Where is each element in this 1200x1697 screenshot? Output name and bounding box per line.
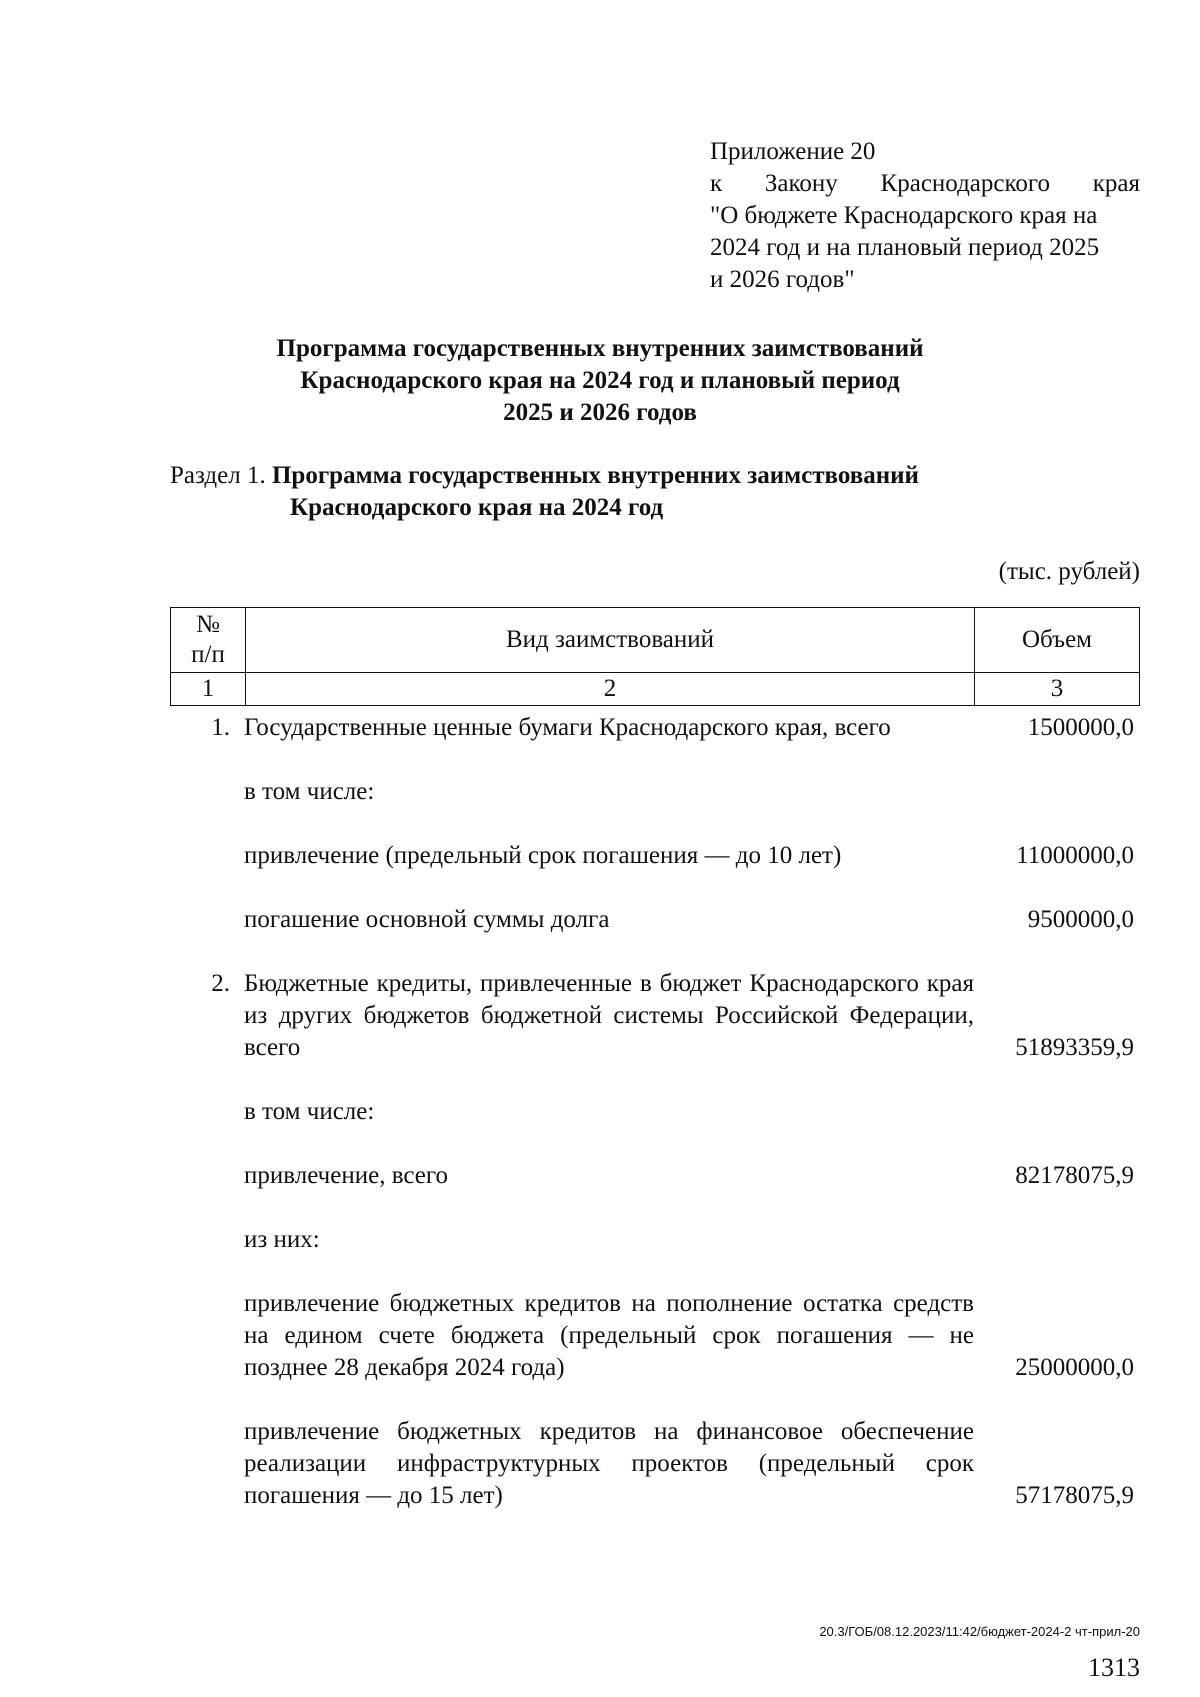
column-number: 2 xyxy=(246,673,975,706)
column-number: 3 xyxy=(975,673,1140,706)
column-number: 1 xyxy=(171,673,246,706)
appendix-line: Приложение 20 xyxy=(710,138,876,165)
document-code: 20.3/ГОБ/08.12.2023/11:42/бюджет-2024-2 чт-прил-20 xyxy=(819,1624,1140,1639)
table-row xyxy=(170,904,1142,936)
appendix-line: 2024 год и на плановый период 2025 xyxy=(710,234,1100,261)
row-text: погашение основной суммы долга xyxy=(244,906,610,933)
row-text: привлечение бюджетных кредитов на пополнение остатка средств на едином счете бюджета (предельный срок погашения — не позднее 28 декабря 2024 года) xyxy=(244,1290,974,1381)
row-number: 1. xyxy=(211,714,230,741)
header-number-bottom: п/п xyxy=(191,641,225,668)
row-value: 11000000,0 xyxy=(1016,842,1134,869)
appendix-note xyxy=(710,136,1140,296)
section-heading xyxy=(170,460,1070,524)
row-value: 9500000,0 xyxy=(1027,906,1134,933)
section-prefix: Раздел 1. xyxy=(170,462,266,489)
appendix-line: "О бюджете Краснодарского края на xyxy=(710,202,1098,229)
header-volume: Объем xyxy=(975,608,1140,673)
table-row xyxy=(170,1288,1142,1384)
row-text: в том числе: xyxy=(244,1098,375,1125)
table-row xyxy=(170,712,1142,744)
row-text: из них: xyxy=(244,1226,320,1253)
row-text: в том числе: xyxy=(244,778,375,805)
row-value: 25000000,0 xyxy=(1015,1354,1134,1381)
section-title-line: Программа государственных внутренних заимствований xyxy=(271,462,919,489)
row-text: привлечение бюджетных кредитов на финансовое обеспечение реализации инфраструктурных проектов (предельный срок погашения — до 15 лет) xyxy=(244,1418,974,1509)
title-line: Краснодарского края на 2024 год и плановый период xyxy=(300,367,900,394)
row-value: 51893359,9 xyxy=(1015,1034,1134,1061)
row-value: 1500000,0 xyxy=(1027,714,1134,741)
table-row xyxy=(170,968,1142,1064)
header-number xyxy=(171,608,246,673)
appendix-line: к Закону Краснодарского края xyxy=(710,170,1140,197)
table-row xyxy=(170,1416,1142,1512)
units-label: (тыс. рублей) xyxy=(998,558,1140,585)
table-row xyxy=(170,1096,1142,1128)
page-number: 1313 xyxy=(1088,1653,1140,1682)
title-line: 2025 и 2026 годов xyxy=(503,399,697,426)
header-number-top: № xyxy=(196,611,220,638)
table-row xyxy=(170,1160,1142,1192)
document-title xyxy=(160,333,1040,429)
table-body xyxy=(170,712,1142,1512)
table-row xyxy=(170,840,1142,872)
table-row xyxy=(170,1224,1142,1256)
row-number: 2. xyxy=(211,970,230,997)
appendix-line: и 2026 годов" xyxy=(710,266,855,293)
row-value: 57178075,9 xyxy=(1015,1482,1134,1509)
row-text: Бюджетные кредиты, привлеченные в бюджет Краснодарского края из других бюджетов бюджетной системы Российской Федерации, всего xyxy=(244,970,974,1061)
row-value: 82178075,9 xyxy=(1015,1162,1134,1189)
row-text: привлечение (предельный срок погашения — до 10 лет) xyxy=(244,842,842,869)
title-line: Программа государственных внутренних заимствований xyxy=(276,335,924,362)
row-text: привлечение, всего xyxy=(244,1162,448,1189)
section-title-line: Краснодарского края на 2024 год xyxy=(290,494,664,521)
header-kind: Вид заимствований xyxy=(246,608,975,673)
table-row xyxy=(170,776,1142,808)
row-text: Государственные ценные бумаги Краснодарского края, всего xyxy=(244,714,891,741)
table-header xyxy=(170,607,1140,706)
